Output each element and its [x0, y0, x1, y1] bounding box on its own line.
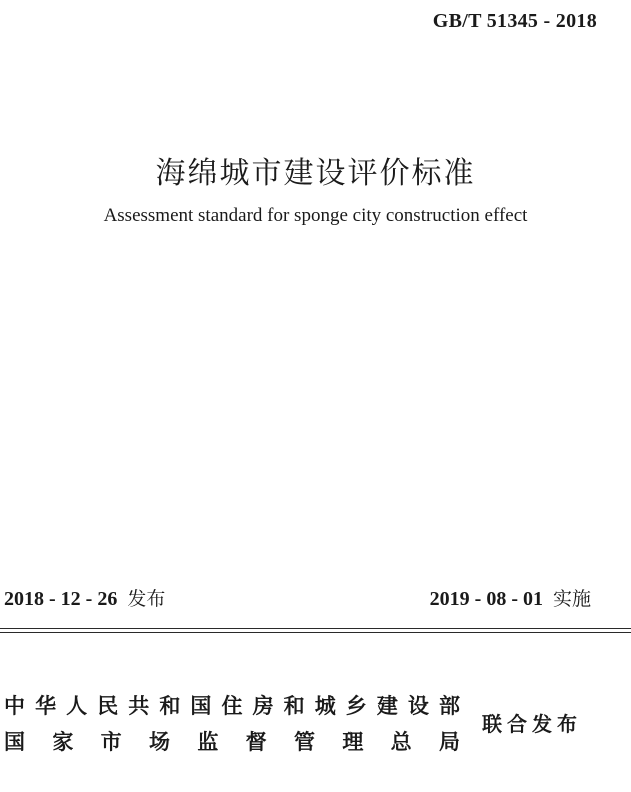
release-label: 发布: [127, 588, 166, 610]
divider-line: [0, 628, 631, 629]
release-date-block: [4, 584, 165, 611]
title-english: Assessment standard for sponge city construction effect: [103, 205, 528, 226]
implementation-date-block: [430, 584, 591, 611]
release-date: 2018 - 12 - 26: [4, 588, 118, 610]
issuers-block: [4, 690, 624, 770]
dates-row: [4, 584, 591, 614]
title-chinese: 海绵城市建设评价标准: [155, 156, 476, 191]
joint-release-label: 联合发布: [482, 712, 582, 736]
standard-number: GB/T 51345 - 2018: [432, 10, 597, 32]
issuer-administration: 国家市场监督管理总局: [4, 730, 460, 754]
implementation-date: 2019 - 08 - 01: [429, 588, 543, 610]
implementation-label: 实施: [552, 588, 591, 610]
divider-line: [0, 632, 631, 633]
issuer-ministry: 中华人民共和国住房和城乡建设部: [4, 694, 460, 718]
